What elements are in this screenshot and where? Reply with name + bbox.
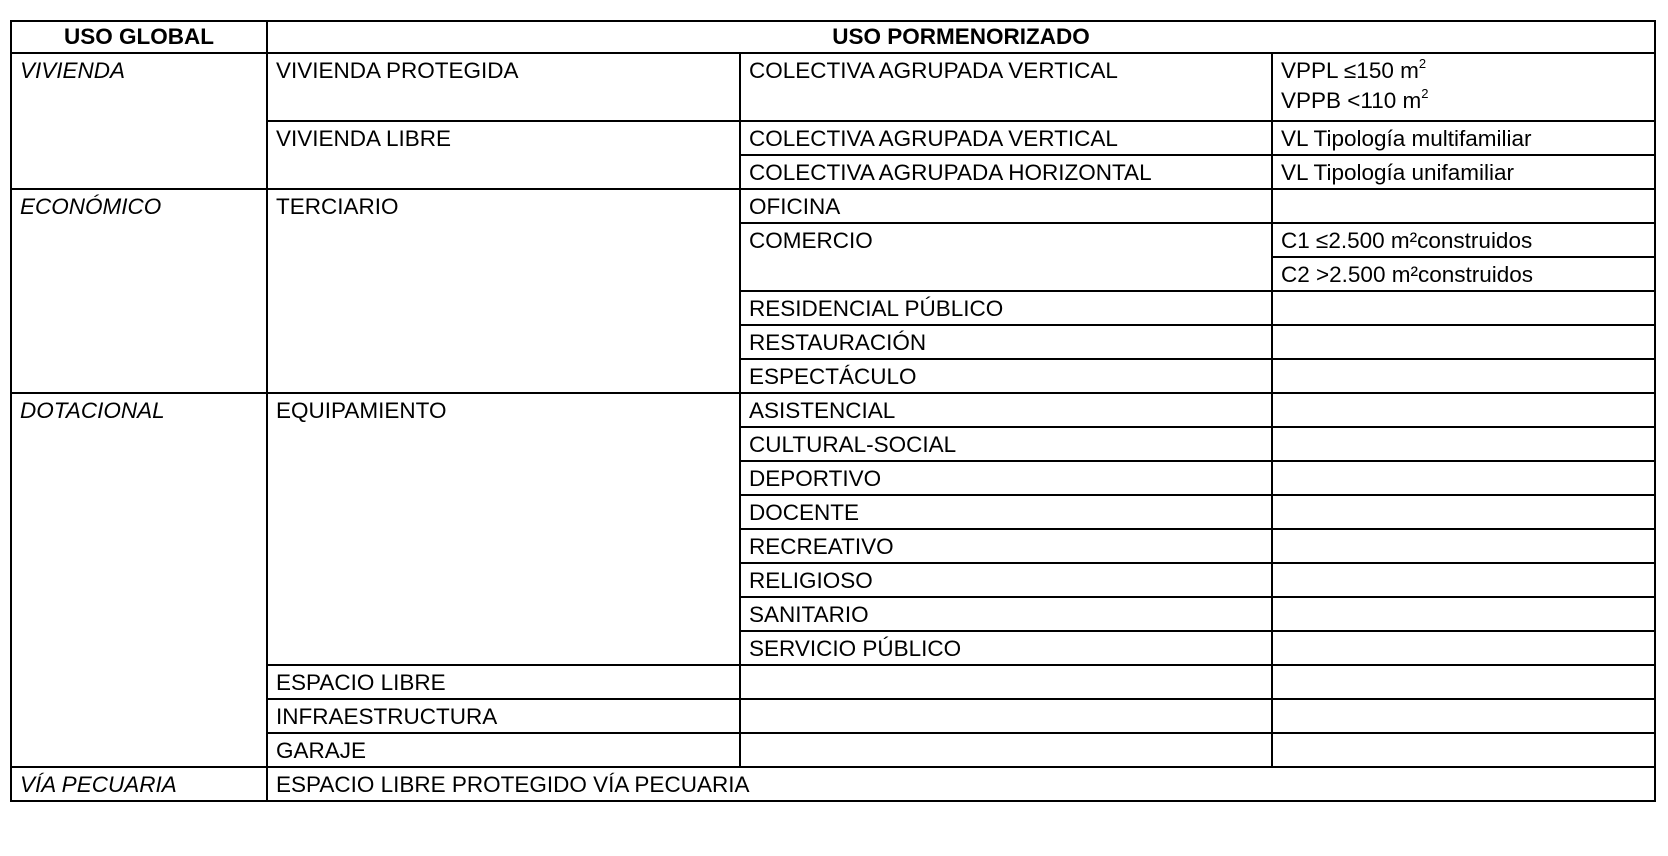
- header-row: [11, 21, 1655, 53]
- espacio-libre: ESPACIO LIBRE: [267, 665, 740, 699]
- empty-cell: [1272, 563, 1655, 597]
- empty-cell: [1272, 359, 1655, 393]
- dotacional-item: SERVICIO PÚBLICO: [740, 631, 1272, 665]
- dotacional-item: DOCENTE: [740, 495, 1272, 529]
- colectiva-vertical-libre: COLECTIVA AGRUPADA VERTICAL: [740, 121, 1272, 155]
- terciario: TERCIARIO: [267, 189, 740, 393]
- oficina: OFICINA: [740, 189, 1272, 223]
- global-economico: ECONÓMICO: [11, 189, 267, 393]
- empty-cell: [1272, 699, 1655, 733]
- empty-cell: [740, 699, 1272, 733]
- restauracion: RESTAURACIÓN: [740, 325, 1272, 359]
- empty-cell: [1272, 393, 1655, 427]
- table-row: [11, 53, 1655, 121]
- dotacional-item: SANITARIO: [740, 597, 1272, 631]
- header-uso-pormenorizado: USO PORMENORIZADO: [267, 21, 1655, 53]
- empty-cell: [1272, 631, 1655, 665]
- empty-cell: [1272, 189, 1655, 223]
- dotacional-item: CULTURAL-SOCIAL: [740, 427, 1272, 461]
- vppb-line: VPPB <110 $m^2$: [1281, 85, 1429, 113]
- vl-multifamiliar: VL Tipología multifamiliar: [1272, 121, 1655, 155]
- comercio: COMERCIO: [740, 223, 1272, 291]
- empty-cell: [1272, 461, 1655, 495]
- empty-cell: [740, 665, 1272, 699]
- empty-cell: [1272, 291, 1655, 325]
- colectiva-horizontal: COLECTIVA AGRUPADA HORIZONTAL: [740, 155, 1272, 189]
- vl-unifamiliar: VL Tipología unifamiliar: [1272, 155, 1655, 189]
- garaje: GARAJE: [267, 733, 740, 767]
- espacio-libre-protegido: ESPACIO LIBRE PROTEGIDO VÍA PECUARIA: [267, 767, 1655, 801]
- global-vivienda: VIVIENDA: [11, 53, 267, 189]
- infraestructura: INFRAESTRUCTURA: [267, 699, 740, 733]
- global-via-pecuaria: VÍA PECUARIA: [11, 767, 267, 801]
- dotacional-item: ASISTENCIAL: [740, 393, 1272, 427]
- dotacional-item: RECREATIVO: [740, 529, 1272, 563]
- dotacional-item: RELIGIOSO: [740, 563, 1272, 597]
- vppl-line: VPPL ≤150 $m^2$: [1281, 55, 1427, 83]
- header-uso-global: USO GLOBAL: [11, 21, 267, 53]
- residencial-publico: RESIDENCIAL PÚBLICO: [740, 291, 1272, 325]
- dotacional-item: DEPORTIVO: [740, 461, 1272, 495]
- empty-cell: [740, 733, 1272, 767]
- empty-cell: [1272, 733, 1655, 767]
- empty-cell: [1272, 597, 1655, 631]
- vivienda-libre: VIVIENDA LIBRE: [267, 121, 740, 189]
- equipamiento: EQUIPAMIENTO: [267, 393, 740, 665]
- table-row: [11, 189, 1655, 223]
- vpp-cell: [1272, 53, 1655, 121]
- vivienda-protegida: VIVIENDA PROTEGIDA: [267, 53, 740, 121]
- empty-cell: [1272, 325, 1655, 359]
- empty-cell: [1272, 529, 1655, 563]
- colectiva-vertical-protegida: COLECTIVA AGRUPADA VERTICAL: [740, 53, 1272, 121]
- uso-table: [10, 20, 1656, 802]
- table-row: [11, 393, 1655, 427]
- table-row: [11, 767, 1655, 801]
- global-dotacional: DOTACIONAL: [11, 393, 267, 767]
- empty-cell: [1272, 665, 1655, 699]
- comercio-c2: C2 >2.500 m²construidos: [1272, 257, 1655, 291]
- empty-cell: [1272, 427, 1655, 461]
- comercio-c1: C1 ≤2.500 m²construidos: [1272, 223, 1655, 257]
- espectaculo: ESPECTÁCULO: [740, 359, 1272, 393]
- empty-cell: [1272, 495, 1655, 529]
